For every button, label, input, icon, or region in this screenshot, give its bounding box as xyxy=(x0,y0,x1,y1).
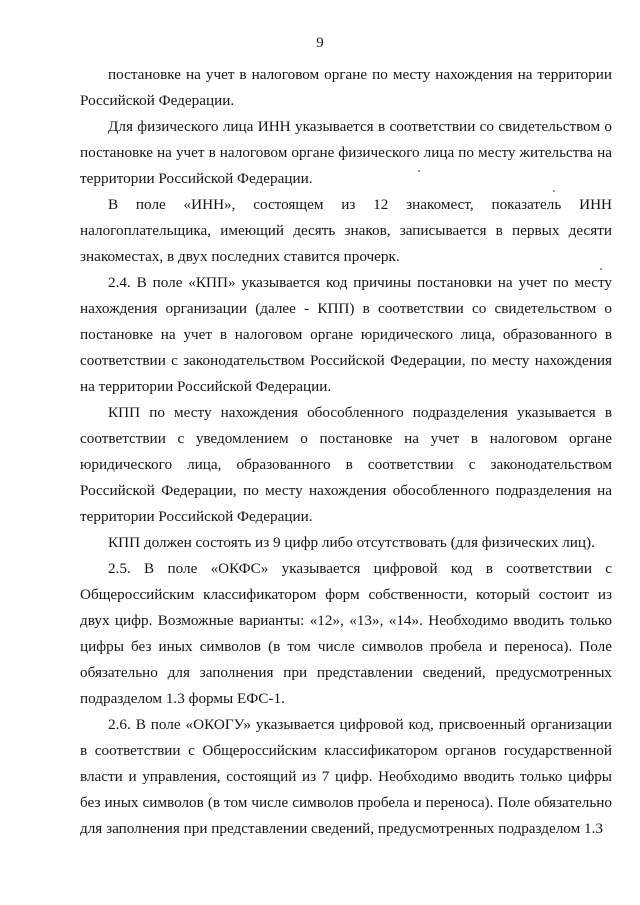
paragraph-okfs-field: 2.5. В поле «ОКФС» указывается цифровой код в соответствии с Общероссийским классификатором форм собственности, который состоит из двух цифр. Возможные варианты: «12», «13», «14». Необходимо вводить только цифры без иных символов (в том числе символов пробела и переноса). Поле обязательно для заполнения при представлении сведений, предусмотренных подразделом 1.3 формы ЕФС-1. xyxy=(80,560,612,707)
paragraph-inn-field: В поле «ИНН», состоящем из 12 знакомест, показатель ИНН налогоплательщика, имеющий десять знаков, записывается в первых десяти знакоместах, в двух последних ставится прочерк. xyxy=(80,196,612,265)
paragraph-inn-individual: Для физического лица ИНН указывается в соответствии со свидетельством о постановке на учет в налоговом органе физического лица по месту жительства на территории Российской Федерации. xyxy=(80,118,612,187)
paragraph-okogu-field: 2.6. В поле «ОКОГУ» указывается цифровой код, присвоенный организации в соответствии с Общероссийским классификатором органов государственной власти и управления, состоящий из 7 цифр. Необходимо вводить только цифры без иных символов (в том числе символов пробела и переноса). Поле обязательно для заполнения при представлении сведений, предусмотренных подразделом 1.3 xyxy=(80,716,612,837)
paragraph-kpp-field: 2.4. В поле «КПП» указывается код причины постановки на учет по месту нахождения организации (далее - КПП) в соответствии со свидетельством о постановке на учет в налоговом органе юридического лица, образованного в соответствии с законодательством Российской Федерации, по месту нахождения на территории Российской Федерации. xyxy=(80,274,612,395)
scan-speck xyxy=(418,170,420,172)
paragraph-kpp-branch: КПП по месту нахождения обособленного подразделения указывается в соответствии с уведомлением о постановке на учет в налоговом органе юридического лица, образованного в соответствии с законодательством Российской Федерации, по месту нахождения обособленного подразделения на территории Российской Федерации. xyxy=(80,404,612,525)
paragraph-kpp-length: КПП должен состоять из 9 цифр либо отсутствовать (для физических лиц). xyxy=(108,534,595,551)
document-body xyxy=(80,62,612,842)
paragraph-ogrn-continuation: постановке на учет в налоговом органе по месту нахождения на территории Российской Федерации. xyxy=(80,66,612,109)
scan-speck xyxy=(553,190,555,192)
page-number: 9 xyxy=(316,35,324,51)
scan-speck xyxy=(600,268,602,270)
